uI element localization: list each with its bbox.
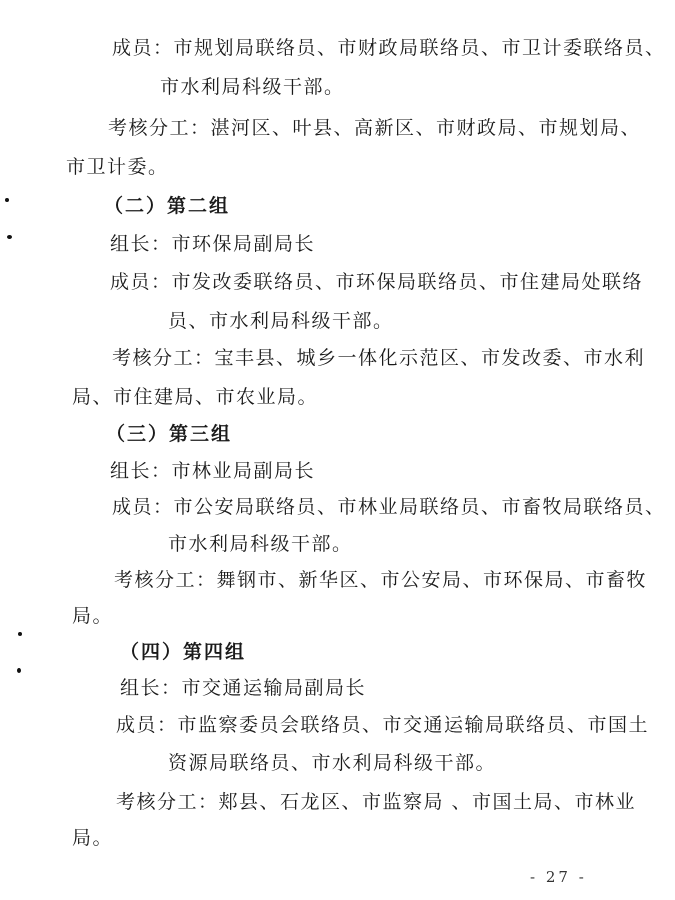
group2-members-line2: 员、市水利局科级干部。 — [168, 310, 394, 332]
scan-speck — [17, 668, 21, 673]
scan-speck — [5, 198, 9, 202]
group4-assignment-line2: 局。 — [72, 827, 114, 849]
group3-heading: （三）第三组 — [106, 423, 233, 445]
group3-assignment-line2: 局。 — [72, 605, 114, 627]
group2-leader: 组长：市环保局副局长 — [110, 233, 316, 255]
group3-leader: 组长：市林业局副局长 — [110, 460, 316, 482]
group3-members-line2: 市水利局科级干部。 — [168, 533, 353, 555]
group2-assignment-line2: 局、市住建局、市农业局。 — [72, 386, 319, 408]
group4-assignment-line1: 考核分工：郏县、石龙区、市监察局 、市国土局、市林业 — [116, 791, 637, 813]
scan-speck — [18, 632, 22, 636]
group4-members-line2: 资源局联络员、市水利局科级干部。 — [168, 752, 497, 774]
group4-heading: （四）第四组 — [120, 641, 247, 663]
group1-assignment-line2: 市卫计委。 — [66, 156, 169, 178]
group4-members-line1: 成员：市监察委员会联络员、市交通运输局联络员、市国土 — [116, 714, 650, 736]
group3-members-line1: 成员：市公安局联络员、市林业局联络员、市畜牧局联络员、 — [112, 496, 666, 518]
group2-members-line1: 成员：市发改委联络员、市环保局联络员、市住建局处联络 — [110, 271, 644, 293]
group2-assignment-line1: 考核分工：宝丰县、城乡一体化示范区、市发改委、市水利 — [112, 347, 646, 369]
group1-members-line1: 成员：市规划局联络员、市财政局联络员、市卫计委联络员、 — [112, 37, 666, 59]
scan-speck — [7, 235, 12, 239]
page-number: - 27 - — [530, 868, 587, 886]
group3-assignment-line1: 考核分工：舞钢市、新华区、市公安局、市环保局、市畜牧 — [114, 569, 648, 591]
group4-leader: 组长：市交通运输局副局长 — [120, 677, 367, 699]
group1-members-line2: 市水利局科级干部。 — [160, 76, 345, 98]
group1-assignment-line1: 考核分工：湛河区、叶县、高新区、市财政局、市规划局、 — [108, 117, 642, 139]
group2-heading: （二）第二组 — [104, 195, 231, 217]
